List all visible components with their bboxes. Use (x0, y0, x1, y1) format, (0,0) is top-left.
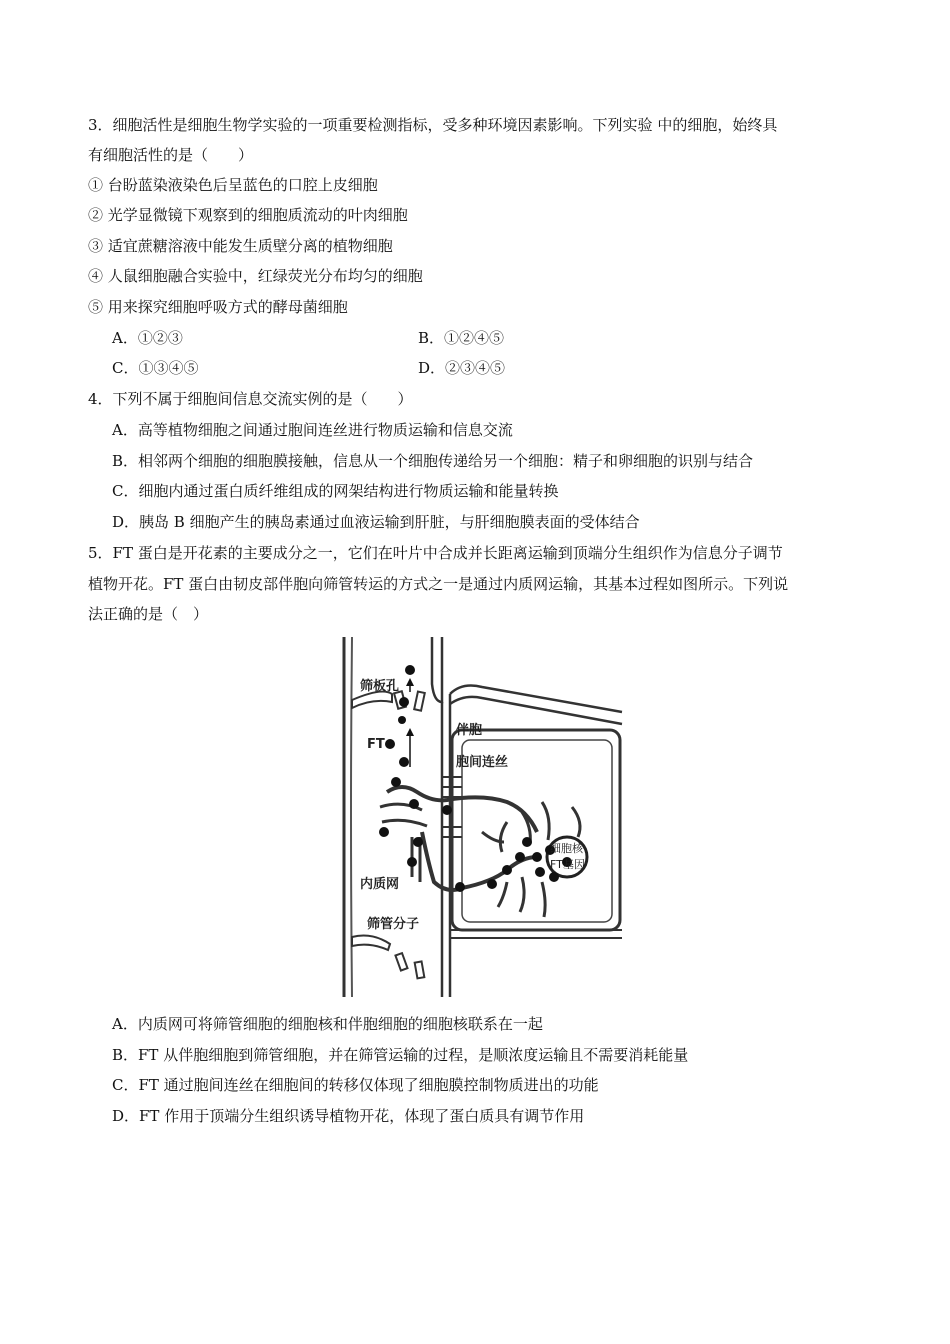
q5-option-c: C．FT 通过胞间连丝在细胞间的转移仅体现了细胞膜控制物质进出的功能 (112, 1076, 599, 1094)
q3-item-2: ② 光学显微镜下观察到的细胞质流动的叶肉细胞 (88, 206, 408, 224)
label-sieve-plate-pore: 筛板孔 (360, 679, 400, 694)
q5-option-a: A．内质网可将筛管细胞的细胞核和伴胞细胞的细胞核联系在一起 (112, 1015, 543, 1033)
q4-option-b: B．相邻两个细胞的细胞膜接触，信息从一个细胞传递给另一个细胞：精子和卵细胞的识别与结合 (112, 452, 754, 470)
q4-stem: 4．下列不属于细胞间信息交流实例的是（ ） (88, 390, 413, 408)
q4-option-d: D．胰岛 B 细胞产生的胰岛素通过血液运输到肝脏，与肝细胞膜表面的受体结合 (112, 513, 640, 531)
q3-item-5: ⑤ 用来探究细胞呼吸方式的酵母菌细胞 (88, 298, 348, 316)
q3-option-d: D．②③④⑤ (418, 359, 506, 377)
q3-option-c: C．①③④⑤ (112, 359, 199, 377)
q4-option-a: A．高等植物细胞之间通过胞间连丝进行物质运输和信息交流 (112, 421, 513, 439)
label-plasmodesmata: 胞间连丝 (456, 755, 509, 770)
q5-option-d: D．FT 作用于顶端分生组织诱导植物开花，体现了蛋白质具有调节作用 (112, 1107, 585, 1125)
q4-option-c: C．细胞内通过蛋白质纤维组成的网架结构进行物质运输和能量转换 (112, 482, 559, 500)
q3-item-1: ① 台盼蓝染液染色后呈蓝色的口腔上皮细胞 (88, 176, 378, 194)
q3-item-3: ③ 适宜蔗糖溶液中能发生质壁分离的植物细胞 (88, 237, 393, 255)
q3-option-a: A．①②③ (112, 329, 183, 347)
label-nucleus: 细胞核 (550, 842, 583, 855)
q3-item-4: ④ 人鼠细胞融合实验中，红绿荧光分布均匀的细胞 (88, 267, 423, 285)
ft-transport-figure (322, 632, 632, 1002)
label-ft: FT (367, 737, 385, 752)
label-ft-gene: FT基因 (550, 858, 585, 871)
q3-stem-line1: 3．细胞活性是细胞生物学实验的一项重要检测指标，受多种环境因素影响。下列实验 中的细胞，始终具 (88, 116, 778, 134)
q5-option-b: B．FT 从伴胞细胞到筛管细胞，并在筛管运输的过程，是顺浓度运输且不需要消耗能量 (112, 1046, 689, 1064)
q5-stem-line2: 植物开花。FT 蛋白由韧皮部伴胞向筛管转运的方式之一是通过内质网运输，其基本过程如图所示。下列说 (88, 575, 789, 593)
q5-stem-line1: 5．FT 蛋白是开花素的主要成分之一，它们在叶片中合成并长距离运输到顶端分生组织作为信息分子调节 (88, 544, 783, 562)
label-companion-cell: 伴胞 (456, 723, 483, 738)
q3-option-b: B．①②④⑤ (418, 329, 505, 347)
label-sieve-tube-molecule: 筛管分子 (367, 917, 420, 932)
figure-drawing (322, 632, 632, 1002)
label-er: 内质网 (360, 877, 400, 892)
q5-stem-line3: 法正确的是（ ） (88, 605, 209, 623)
q3-stem-line2: 有细胞活性的是（ ） (88, 146, 254, 164)
